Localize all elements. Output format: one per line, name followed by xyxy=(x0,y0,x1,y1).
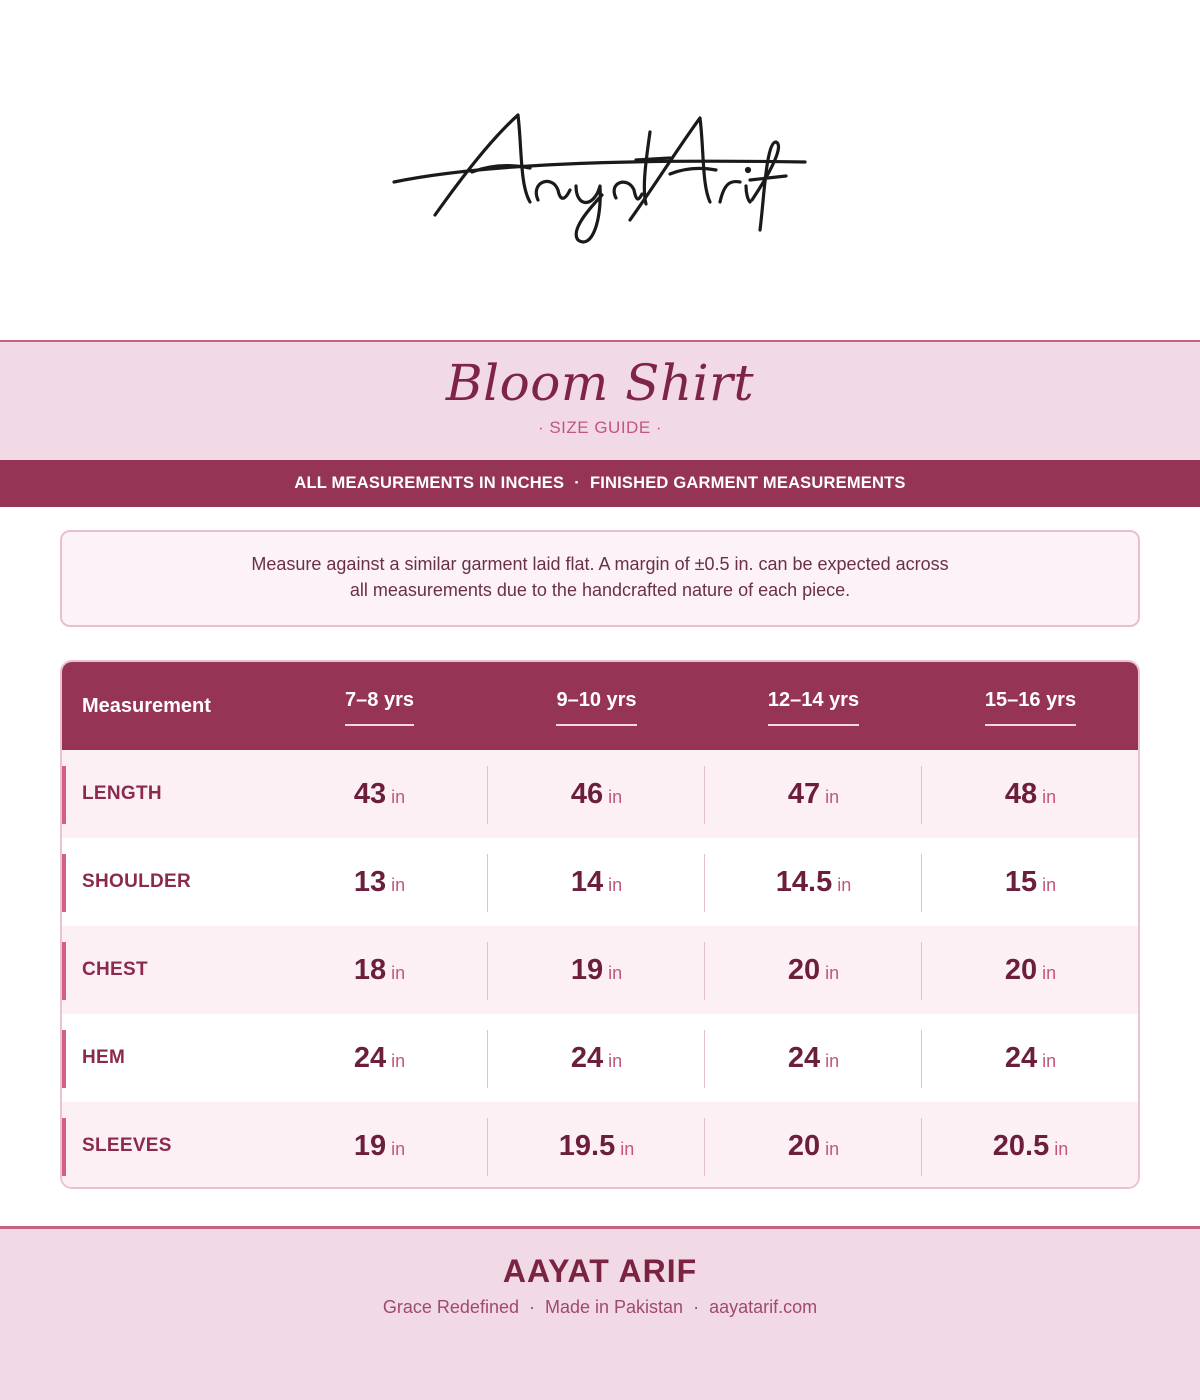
info-units: ALL MEASUREMENTS IN INCHES xyxy=(294,474,565,492)
title-band xyxy=(0,340,1200,460)
logo-area xyxy=(0,0,1200,340)
value-cell: 24 in xyxy=(1004,1042,1057,1074)
value-cell: 19 in xyxy=(570,954,623,986)
page-subtitle: · SIZE GUIDE · xyxy=(537,418,663,437)
value-cell: 48 in xyxy=(1004,778,1057,810)
table-row xyxy=(62,926,1140,1014)
col-header-measurement: Measurement xyxy=(82,695,211,717)
col-header-size: 15–16 yrs xyxy=(922,662,1139,750)
page-title: Bloom Shirt xyxy=(445,354,755,412)
footer-tagline xyxy=(0,1297,1200,1318)
table-header xyxy=(62,662,1140,750)
row-label: SLEEVES xyxy=(82,1135,172,1156)
website-link[interactable]: aayatarif.com xyxy=(709,1297,818,1317)
value-cell: 47 in xyxy=(787,778,840,810)
value-cell: 14 in xyxy=(570,866,623,898)
table-row xyxy=(62,838,1140,926)
row-label: SHOULDER xyxy=(82,871,192,892)
value-cell: 20 in xyxy=(787,1130,840,1162)
table-row xyxy=(62,1014,1140,1102)
info-separator: · xyxy=(574,474,580,492)
row-accent xyxy=(62,942,66,1000)
row-accent xyxy=(62,1118,66,1176)
tagline-separator: · xyxy=(693,1297,700,1317)
value-cell: 20 in xyxy=(1004,954,1057,986)
col-header-size: 12–14 yrs xyxy=(705,662,922,750)
tagline-separator: · xyxy=(528,1297,535,1317)
col-header-size: 7–8 yrs xyxy=(271,662,488,750)
value-cell: 24 in xyxy=(570,1042,623,1074)
value-cell: 19.5 in xyxy=(558,1130,635,1162)
info-type: FINISHED GARMENT MEASUREMENTS xyxy=(589,474,906,492)
note-line-1: Measure against a similar garment laid flat. A margin of ±0.5 in. can be expected across xyxy=(251,554,949,574)
row-accent xyxy=(62,854,66,912)
row-accent xyxy=(62,1030,66,1088)
table-row xyxy=(62,750,1140,838)
value-cell: 20.5 in xyxy=(992,1130,1069,1162)
info-bar xyxy=(0,460,1200,507)
tagline-origin: Made in Pakistan xyxy=(544,1297,684,1317)
note-line-2: all measurements due to the handcrafted nature of each piece. xyxy=(349,580,851,600)
value-cell: 13 in xyxy=(353,866,406,898)
value-cell: 19 in xyxy=(353,1130,406,1162)
footer-brand: AAYAT ARIF xyxy=(502,1253,698,1289)
value-cell: 24 in xyxy=(787,1042,840,1074)
table-row xyxy=(62,1102,1140,1189)
value-cell: 46 in xyxy=(570,778,623,810)
value-cell: 43 in xyxy=(353,778,406,810)
footer xyxy=(0,1226,1200,1400)
row-label: LENGTH xyxy=(82,783,162,804)
row-accent xyxy=(62,766,66,824)
measuring-note xyxy=(60,530,1140,627)
row-label: CHEST xyxy=(82,959,148,980)
signature-logo xyxy=(380,90,820,260)
value-cell: 24 in xyxy=(353,1042,406,1074)
value-cell: 15 in xyxy=(1004,866,1057,898)
size-table xyxy=(60,660,1140,1189)
col-header-size: 9–10 yrs xyxy=(488,662,705,750)
value-cell: 20 in xyxy=(787,954,840,986)
value-cell: 18 in xyxy=(353,954,406,986)
value-cell: 14.5 in xyxy=(775,866,852,898)
tagline-motto: Grace Redefined xyxy=(382,1297,519,1317)
row-label: HEM xyxy=(82,1047,126,1068)
